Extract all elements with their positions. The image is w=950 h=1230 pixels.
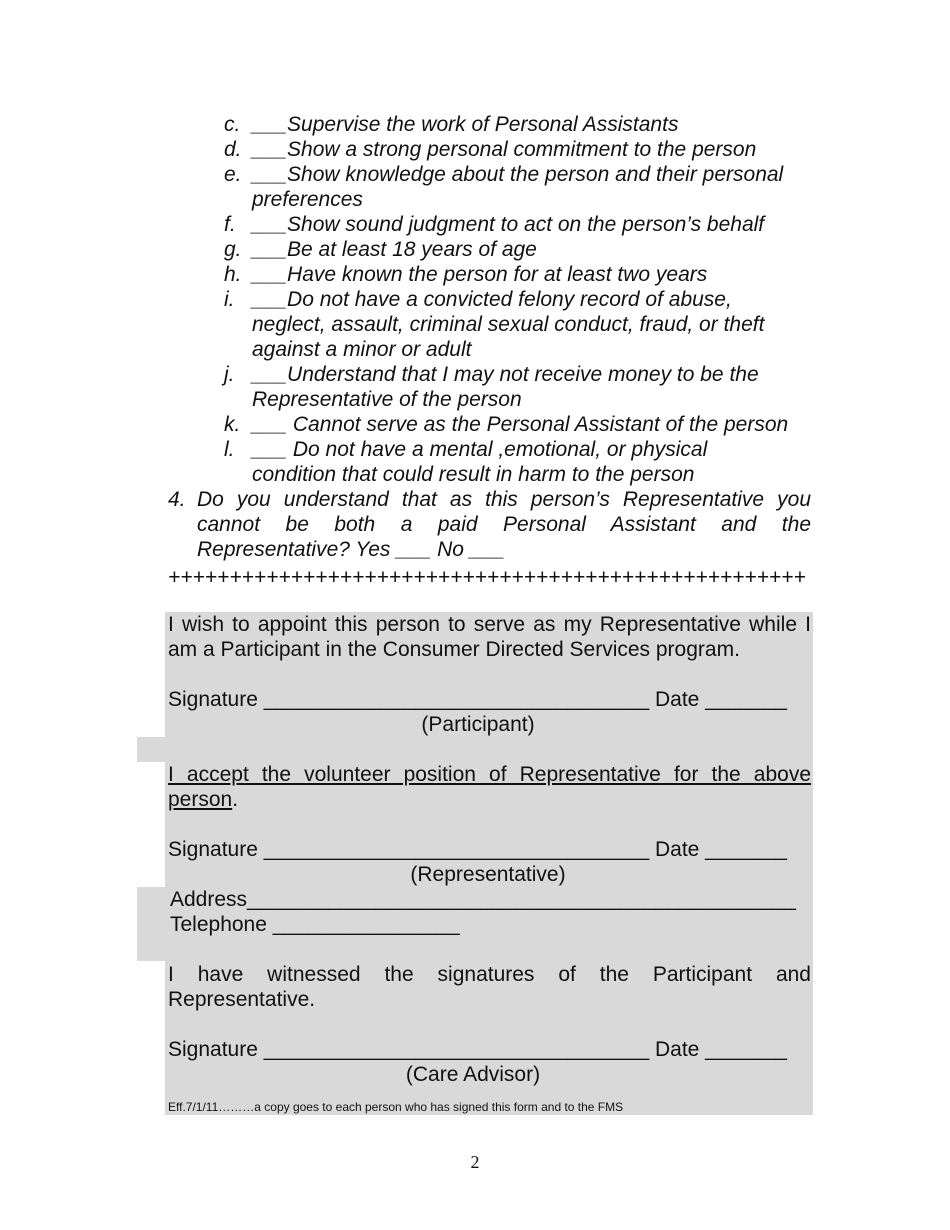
list-item-text: ___Be at least 18 years of age — [252, 238, 537, 261]
list-item-text: ___ Do not have a mental ,emotional, or physical condition that could result in harm to the person — [252, 438, 708, 486]
list-item: f. ___Show sound judgment to act on the person’s behalf — [224, 212, 824, 237]
representative-label: (Representative) — [410, 863, 566, 886]
list-item: e. ___Show knowledge about the person and their personal preferences — [224, 162, 824, 212]
question-text: Do you understand that as this person’s Representative you cannot be both a paid Personal Assistant and the Representative? Yes ___ No ___ — [197, 488, 811, 561]
list-item-text: ___Have known the person for at least two years — [252, 263, 708, 286]
footer-note: Eff.7/1/11………a copy goes to each person who has signed this form and to the FMS — [168, 1100, 624, 1114]
care-advisor-signature-line[interactable]: Signature _________________________________ Date _______ — [168, 1038, 787, 1061]
qualification-checklist — [224, 112, 824, 487]
participant-statement: I wish to appoint this person to serve as my Representative while I am a Participant in the Consumer Directed Services program. — [168, 613, 811, 661]
list-item-text: ___ Cannot serve as the Personal Assistant of the person — [252, 413, 789, 436]
participant-label: (Participant) — [421, 713, 535, 736]
representative-statement: I accept the volunteer position of Representative for the above person. — [168, 763, 811, 811]
list-item: k. ___ Cannot serve as the Personal Assistant of the person — [224, 412, 824, 437]
question-4 — [168, 487, 811, 562]
list-item-text: ___Show a strong personal commitment to the person — [252, 138, 757, 161]
shade-tab — [137, 887, 167, 961]
list-item: j. ___Understand that I may not receive money to be the Representative of the person — [224, 362, 824, 412]
question-number: 4. — [168, 488, 186, 511]
list-item: d. ___Show a strong personal commitment to the person — [224, 137, 824, 162]
representative-signature-line[interactable]: Signature _________________________________ Date _______ — [168, 838, 787, 861]
list-item: c. ___Supervise the work of Personal Assistants — [224, 112, 824, 137]
page-number: 2 — [470, 1152, 480, 1172]
list-item-text: ___Understand that I may not receive money to be the Representative of the person — [252, 363, 759, 411]
telephone-line[interactable]: Telephone ________________ — [170, 913, 460, 936]
list-item: l. ___ Do not have a mental ,emotional, or physical condition that could result in harm to the person — [224, 437, 824, 487]
list-item: g. ___Be at least 18 years of age — [224, 237, 824, 262]
care-advisor-label: (Care Advisor) — [405, 1063, 541, 1086]
list-item-text: ___Show knowledge about the person and their personal preferences — [252, 163, 784, 211]
shade-tab — [137, 737, 167, 762]
separator-line: ++++++++++++++++++++++++++++++++++++++++++++++++++++ — [168, 566, 806, 589]
list-item-text: ___Supervise the work of Personal Assistants — [252, 113, 679, 136]
witness-statement: I have witnessed the signatures of the Participant and Representative. — [168, 963, 811, 1011]
list-item-text: ___Show sound judgment to act on the person’s behalf — [252, 213, 765, 236]
list-item-text: ___Do not have a convicted felony record of abuse, neglect, assault, criminal sexual conduct, fraud, or theft against a minor or adult — [252, 288, 765, 361]
list-item: i. ___Do not have a convicted felony record of abuse, neglect, assault, criminal sexual conduct, fraud, or theft against a minor or adult — [224, 287, 824, 362]
list-item: h. ___Have known the person for at least two years — [224, 262, 824, 287]
address-line[interactable]: Address_______________________________________________ — [170, 888, 796, 911]
participant-signature-line[interactable]: Signature _________________________________ Date _______ — [168, 688, 787, 711]
